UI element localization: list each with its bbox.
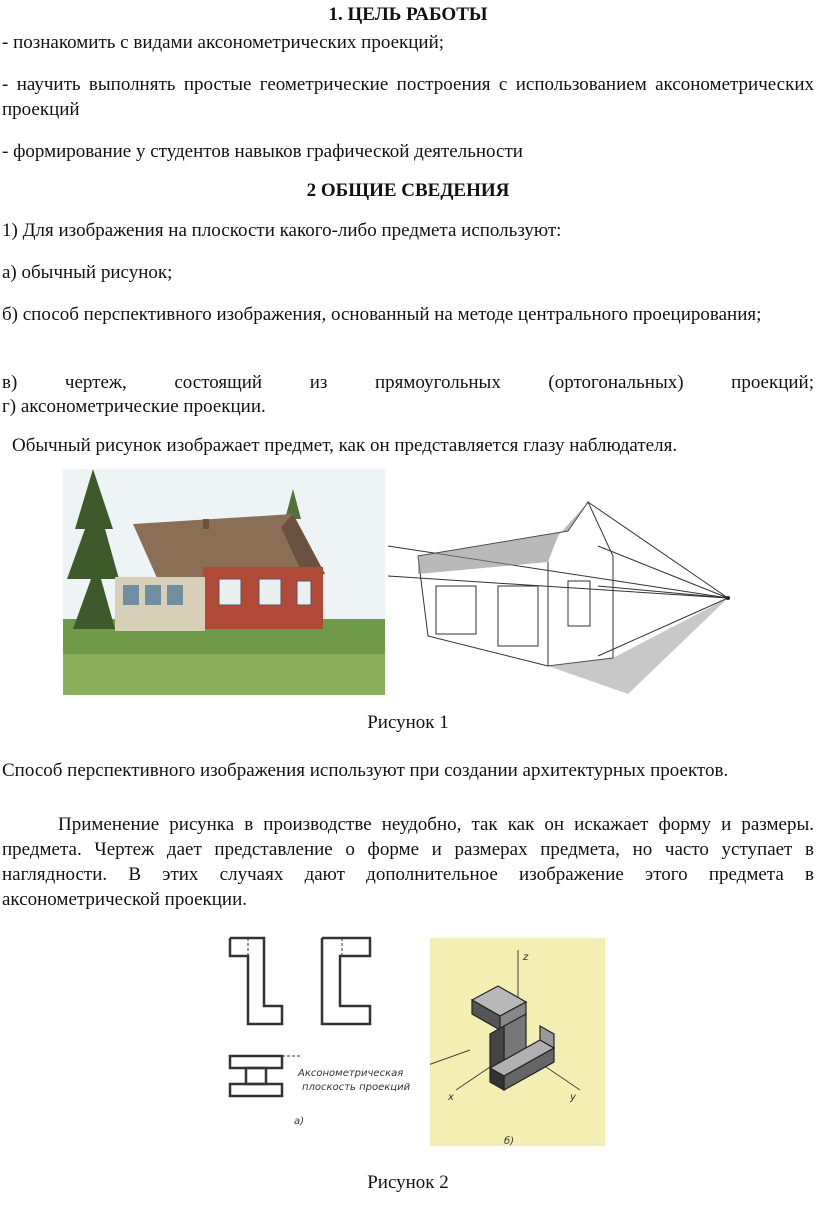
subfigure-a-label: а) — [294, 1116, 305, 1127]
house-painting-image — [63, 469, 385, 695]
axis-y-label: y — [570, 1092, 576, 1103]
body-paragraph-1: Способ перспективного изображения используют при создании архитектурных проектов. — [2, 760, 729, 781]
house-perspective-sketch — [388, 486, 746, 696]
body-paragraph-2: Применение рисунка в производстве неудобно, так как он искажает форму и размеры. предмета. Чертеж дает представление о форме и размерах предмета, но часто уступает в наглядности. В этих случаях дают дополнительное изображение этого предмета в аксонометрической проекции. — [2, 814, 814, 910]
orthographic-views-drawing — [222, 928, 432, 1128]
goal-item-1: - познакомить с видами аксонометрических проекций; — [2, 32, 445, 53]
intro-line: 1) Для изображения на плоскости какого-либо предмета используют: — [2, 220, 562, 241]
figure2-caption: Рисунок 2 — [367, 1172, 449, 1193]
item-g: г) аксонометрические проекции. — [2, 396, 266, 417]
subfigure-b-label: б) — [504, 1136, 515, 1147]
figure1-caption: Рисунок 1 — [367, 712, 449, 733]
goal-item-3: - формирование у студентов навыков графической деятельности — [2, 141, 523, 162]
drawing-note: Обычный рисунок изображает предмет, как он представляется глазу наблюдателя. — [12, 435, 678, 456]
section1-title: 1. ЦЕЛЬ РАБОТЫ — [328, 4, 488, 25]
plane-label-line2: плоскость проекций — [302, 1082, 411, 1093]
section2-title: 2 ОБЩИЕ СВЕДЕНИЯ — [306, 180, 510, 201]
axonometric-view-drawing — [430, 930, 610, 1156]
item-b: б) способ перспективного изображения, основанный на методе центрального проецирования; — [2, 304, 762, 325]
plane-label-line1: Аксонометрическая — [298, 1068, 404, 1079]
item-v: в) чертеж, состоящий из прямоугольных (ортогональных) проекций; — [2, 372, 814, 393]
axis-x-label: x — [448, 1092, 454, 1103]
goal-item-2: - научить выполнять простые геометрические построения с использованием аксонометрических проекций — [2, 74, 814, 120]
item-a: а) обычный рисунок; — [2, 262, 173, 283]
axis-z-label: z — [523, 952, 529, 963]
